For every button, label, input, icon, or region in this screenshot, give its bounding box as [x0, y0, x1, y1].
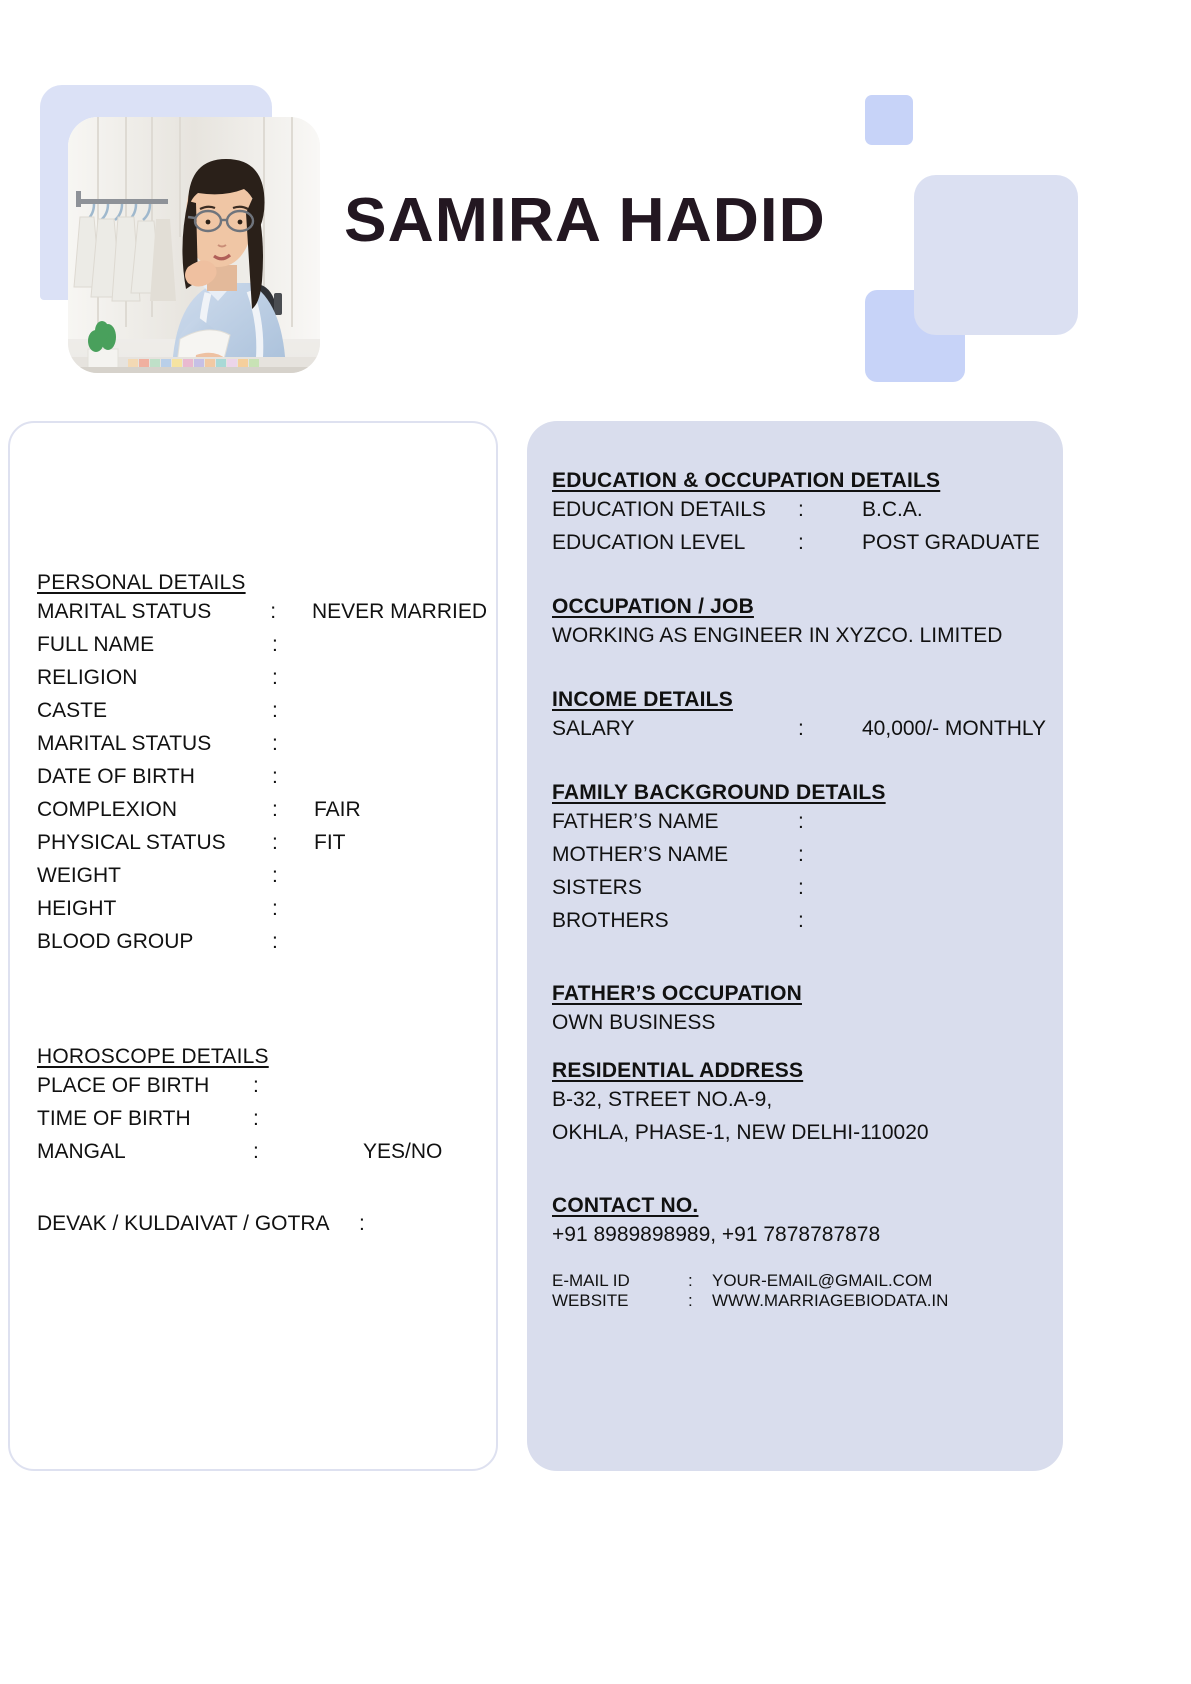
row-separator: :: [688, 1271, 693, 1290]
detail-row-date-of-birth: [37, 760, 487, 793]
row-value: POST GRADUATE: [862, 531, 1040, 554]
detail-row-time-of-birth: [37, 1102, 487, 1135]
address-line-2: OKHLA, PHASE-1, NEW DELHI-110020: [552, 1121, 929, 1144]
detail-row-marital-status: [37, 595, 487, 628]
section-heading-education-occupation: EDUCATION & OCCUPATION DETAILS: [552, 469, 941, 492]
detail-row-place-of-birth: [37, 1069, 487, 1102]
detail-row-weight: [37, 859, 487, 892]
row-label: SALARY: [552, 717, 635, 740]
spacer: [552, 559, 1052, 595]
section-heading-occupation-job: OCCUPATION / JOB: [552, 595, 754, 618]
section-heading-personal-details: PERSONAL DETAILS: [37, 571, 246, 594]
row-separator: :: [272, 666, 278, 689]
row-separator: :: [798, 531, 804, 554]
row-label: WEIGHT: [37, 864, 121, 887]
row-value: FAIR: [314, 798, 361, 821]
row-label: MARITAL STATUS: [37, 732, 212, 755]
profile-photo: [68, 117, 320, 373]
detail-row-religion: [37, 661, 487, 694]
decor-square-large: [914, 175, 1078, 335]
detail-row-mothers-name: [552, 838, 1052, 871]
row-label: E-MAIL ID: [552, 1271, 630, 1290]
row-label: MOTHER’S NAME: [552, 843, 729, 866]
spacer: [552, 652, 1052, 688]
section-heading-fathers-occupation: FATHER’S OCCUPATION: [552, 982, 802, 1005]
detail-row-complexion: [37, 793, 487, 826]
spacer: [552, 1149, 1052, 1194]
row-separator: :: [253, 1140, 259, 1163]
row-value: YES/NO: [363, 1140, 443, 1163]
row-label: RELIGION: [37, 666, 138, 689]
detail-row-full-name: [37, 628, 487, 661]
decor-square-small-top: [865, 95, 913, 145]
detail-row-brothers: [552, 904, 1052, 937]
row-value: WWW.MARRIAGEBIODATA.IN: [712, 1291, 949, 1310]
section-heading-contact-no: CONTACT NO.: [552, 1194, 699, 1217]
row-separator: :: [798, 876, 804, 899]
row-label: HEIGHT: [37, 897, 117, 920]
profile-photo-image: [68, 117, 320, 373]
row-separator: :: [688, 1291, 693, 1310]
row-separator: :: [253, 1107, 259, 1130]
row-label: MARITAL STATUS: [37, 600, 212, 623]
row-separator: :: [272, 699, 278, 722]
detail-row-physical-status: [37, 826, 487, 859]
section-heading-residential-address: RESIDENTIAL ADDRESS: [552, 1059, 804, 1082]
row-separator: :: [270, 600, 277, 623]
detail-row-education-level: [552, 526, 1052, 559]
right-panel-content: [552, 469, 1052, 1311]
row-label: PLACE OF BIRTH: [37, 1074, 210, 1097]
row-label: FATHER’S NAME: [552, 810, 719, 833]
row-label: FULL NAME: [37, 633, 155, 656]
row-separator: :: [272, 864, 278, 887]
page-title: SAMIRA HADID: [344, 186, 826, 255]
personal-details-panel: [8, 421, 498, 1471]
detail-row-mangal: [37, 1135, 487, 1168]
section-heading-income-details: INCOME DETAILS: [552, 688, 733, 711]
detail-row-caste: [37, 694, 487, 727]
address-line-1: B-32, STREET NO.A-9,: [552, 1088, 773, 1111]
detail-row-height: [37, 892, 487, 925]
occupation-text: WORKING AS ENGINEER IN XYZCO. LIMITED: [552, 624, 1003, 647]
fathers-occupation-text: OWN BUSINESS: [552, 1011, 716, 1034]
row-label: WEBSITE: [552, 1291, 629, 1310]
row-value: 40,000/- MONTHLY: [862, 717, 1047, 740]
detail-row-fathers-name: [552, 805, 1052, 838]
row-separator: :: [272, 633, 278, 656]
detail-row-education-details: [552, 493, 1052, 526]
row-label: TIME OF BIRTH: [37, 1107, 191, 1130]
row-separator: :: [798, 843, 804, 866]
row-label: EDUCATION LEVEL: [552, 531, 746, 554]
row-label: COMPLEXION: [37, 798, 178, 821]
professional-details-panel: [527, 421, 1063, 1471]
spacer: [552, 937, 1052, 982]
contact-phone-numbers: +91 8989898989, +91 7878787878: [552, 1223, 881, 1246]
personal-details-group: [37, 571, 487, 958]
row-label: MANGAL: [37, 1140, 126, 1163]
row-separator: :: [272, 897, 278, 920]
row-value: NEVER MARRIED: [311, 600, 487, 623]
row-label: DATE OF BIRTH: [37, 765, 195, 788]
spacer: [552, 1251, 1052, 1271]
detail-row-salary: [552, 712, 1052, 745]
detail-row-website: [552, 1291, 1052, 1311]
section-heading-horoscope-details: HOROSCOPE DETAILS: [37, 1045, 269, 1068]
row-label: DEVAK / KULDAIVAT / GOTRA: [37, 1212, 330, 1235]
detail-row-sisters: [552, 871, 1052, 904]
row-separator: :: [253, 1074, 259, 1097]
row-value: B.C.A.: [862, 498, 923, 521]
section-heading-family-background: FAMILY BACKGROUND DETAILS: [552, 781, 886, 804]
row-separator: :: [798, 909, 804, 932]
row-label: CASTE: [37, 699, 108, 722]
spacer: [552, 745, 1052, 781]
row-label: BLOOD GROUP: [37, 930, 194, 953]
row-separator: :: [272, 732, 278, 755]
detail-row-marital-status-2: [37, 727, 487, 760]
detail-row-blood-group: [37, 925, 487, 958]
row-separator: :: [798, 717, 804, 740]
row-separator: :: [798, 810, 804, 833]
row-label: SISTERS: [552, 876, 642, 899]
detail-row-devak-kuldaivat-gotra: [37, 1212, 365, 1236]
row-separator: :: [798, 498, 804, 521]
row-separator: :: [272, 930, 278, 953]
row-label: PHYSICAL STATUS: [37, 831, 226, 854]
row-separator: :: [272, 831, 278, 854]
horoscope-details-group: [37, 1045, 487, 1168]
row-separator: :: [272, 798, 278, 821]
row-label: EDUCATION DETAILS: [552, 498, 766, 521]
row-separator: :: [359, 1212, 365, 1235]
header-banner: [0, 0, 1191, 410]
spacer: [552, 1039, 1052, 1059]
row-value: YOUR-EMAIL@GMAIL.COM: [712, 1271, 933, 1290]
row-value: FIT: [314, 831, 346, 854]
detail-row-email-id: [552, 1271, 1052, 1291]
row-separator: :: [272, 765, 278, 788]
row-label: BROTHERS: [552, 909, 669, 932]
